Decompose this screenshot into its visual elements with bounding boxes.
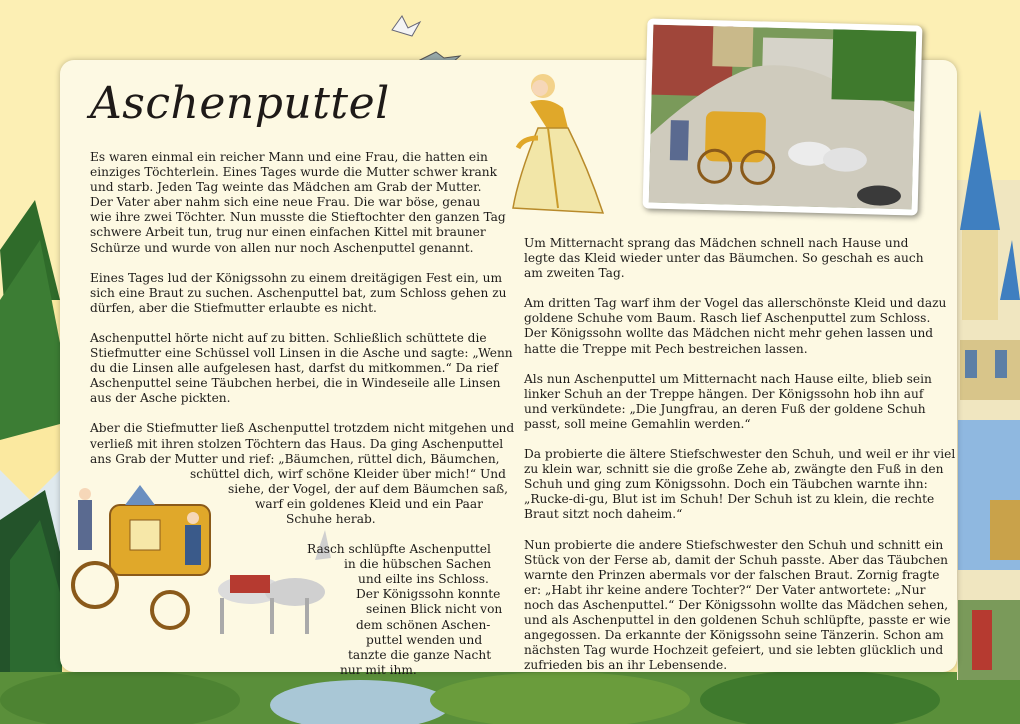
text-line: Der Königssohn konnte xyxy=(356,587,501,602)
paragraph xyxy=(524,447,956,522)
princess-illustration xyxy=(508,68,628,218)
text-line: linker Schuh an der Treppe hängen. Der Königssohn hob ihn auf xyxy=(524,386,924,401)
text-line: passt, soll meine Gemahlin werden.“ xyxy=(524,416,751,431)
text-line: siehe, der Vogel, der auf dem Bäumchen saß, xyxy=(228,481,509,496)
text-line: goldene Schuhe vom Baum. Rasch lief Aschenputtel zum Schloss. xyxy=(524,311,931,326)
text-line: „Rucke-di-gu, Blut ist im Schuh! Der Schuh ist zu klein, die rechte xyxy=(524,492,935,507)
paragraph xyxy=(90,330,513,406)
castle xyxy=(957,110,1020,680)
text-line: dem schönen Aschen- xyxy=(356,617,491,632)
text-line: und verkündete: „Die Jungfrau, an deren Fuß der goldene Schuh xyxy=(524,401,926,416)
text-line: Aschenputtel hörte nicht auf zu bitten. Schließlich schüttete die xyxy=(90,330,487,345)
text-line: einziges Töchterlein. Eines Tages wurde die Mutter schwer krank xyxy=(90,165,498,180)
paragraph xyxy=(524,236,934,281)
text-line: puttel wenden und xyxy=(366,632,483,647)
paragraph xyxy=(524,537,951,674)
text-line: Der Vater aber nahm sich eine neue Frau. Die war böse, genau xyxy=(90,195,481,210)
text-line: Stück von der Ferse ab, damit der Schuh passte. Aber das Täubchen xyxy=(524,552,949,567)
paragraph xyxy=(90,421,515,527)
text-line: Aber die Stiefmutter ließ Aschenputtel trotzdem nicht mitgehen und xyxy=(90,421,515,436)
text-line: angegossen. Da erkannte der Königssohn seine Tänzerin. Schon am xyxy=(524,628,944,643)
text-line: Da probierte die ältere Stiefschwester den Schuh, und weil er ihr viel xyxy=(524,447,956,462)
text-line: und starb. Jeden Tag weinte das Mädchen am Grab der Mutter. xyxy=(90,180,482,195)
text-line: am zweiten Tag. xyxy=(524,266,625,281)
text-line: verließ mit ihren stolzen Töchtern das Haus. Da ging Aschenputtel xyxy=(90,436,504,451)
carriage-at-castle-picture xyxy=(649,25,917,210)
text-line: nur mit ihm. xyxy=(340,662,417,677)
text-line: Der Königssohn wollte das Mädchen nicht mehr gehen lassen und xyxy=(524,326,934,341)
text-line: tanzte die ganze Nacht xyxy=(348,647,492,662)
text-line: dürfen, aber die Stiefmutter erlaubte es nicht. xyxy=(90,300,377,315)
text-line: ans Grab der Mutter und rief: „Bäumchen, rüttel dich, Bäumchen, xyxy=(90,451,500,466)
text-line: legte das Kleid wieder unter das Bäumchen. So geschah es auch xyxy=(524,251,924,266)
text-line: Es waren einmal ein reicher Mann und eine Frau, die hatten ein xyxy=(90,150,488,164)
text-line: er: „Habt ihr keine andere Tochter?“ Der Vater antwortete: „Nur xyxy=(524,582,926,597)
text-line: Am dritten Tag warf ihm der Vogel das allerschönste Kleid und dazu xyxy=(524,296,947,311)
text-line: zu klein war, schnitt sie die große Zehe ab, zwängte den Fuß in den xyxy=(524,462,944,477)
paragraph xyxy=(524,372,934,432)
text-line: Um Mitternacht sprang das Mädchen schnell nach Hause und xyxy=(524,236,909,250)
text-line: Schürze und wurde von allen nur noch Aschenputtel genannt. xyxy=(90,240,474,255)
text-line: hatte die Treppe mit Pech bestreichen lassen. xyxy=(524,341,808,356)
paragraph xyxy=(524,296,947,356)
text-line: Stiefmutter eine Schüssel voll Linsen in die Asche und sagte: „Wenn xyxy=(90,346,513,361)
text-line: noch das Aschenputtel.“ Der Königssohn wollte das Mädchen sehen, xyxy=(524,597,949,612)
text-line: schüttel dich, wirf schöne Kleider über mich!“ Und xyxy=(190,466,506,481)
left-text-column xyxy=(90,150,515,693)
text-line: nächsten Tag wurde Hochzeit gefeiert, und sie lebten glücklich und xyxy=(524,643,944,658)
text-line: und als Aschenputtel in den goldenen Schuh schlüpfte, passte er wie xyxy=(524,612,951,627)
text-line: warnte den Prinzen abermals vor der falschen Braut. Zornig fragte xyxy=(524,567,940,582)
text-line: Als nun Aschenputtel um Mitternacht nach Hause eilte, blieb sein xyxy=(524,371,932,386)
text-line: du die Linsen alle aufgelesen hast, darfst du mitkommen.“ Da rief xyxy=(90,361,498,376)
paragraph xyxy=(90,542,503,678)
text-line: Eines Tages lud der Königssohn zu einem dreitägigen Fest ein, um xyxy=(90,270,503,285)
text-line: zufrieden bis an ihr Lebensende. xyxy=(524,658,728,673)
text-line: Schuh und ging zum Königssohn. Doch ein Täubchen warnte ihn: xyxy=(524,477,928,492)
text-line: Braut sitzt noch daheim.“ xyxy=(524,507,683,522)
text-line: sich eine Braut zu suchen. Aschenputtel bat, zum Schloss gehen zu xyxy=(90,285,507,300)
text-line: schwere Arbeit tun, trug nur einen einfachen Kittel mit brauner xyxy=(90,225,486,240)
text-line: in die hübschen Sachen xyxy=(344,557,492,572)
text-line: Rasch schlüpfte Aschenputtel xyxy=(307,542,491,557)
text-line: Nun probierte die andere Stiefschwester den Schuh und schnitt ein xyxy=(524,537,944,552)
paragraph xyxy=(90,270,507,316)
text-line: wie ihre zwei Töchter. Nun musste die Stieftochter den ganzen Tag xyxy=(90,210,506,225)
text-line: aus der Asche pickten. xyxy=(90,391,231,406)
right-text-column xyxy=(524,236,956,688)
text-line: Aschenputtel seine Täubchen herbei, die in Windeseile alle Linsen xyxy=(90,376,501,391)
text-line: und eilte ins Schloss. xyxy=(358,572,489,587)
text-line: seinen Blick nicht von xyxy=(366,602,503,617)
page-title: Aschenputtel xyxy=(90,78,390,129)
text-line: Schuhe herab. xyxy=(286,511,376,526)
text-line: warf ein goldenes Kleid und ein Paar xyxy=(255,496,483,511)
castle-carriage-photo xyxy=(643,18,923,215)
paragraph xyxy=(90,150,506,256)
